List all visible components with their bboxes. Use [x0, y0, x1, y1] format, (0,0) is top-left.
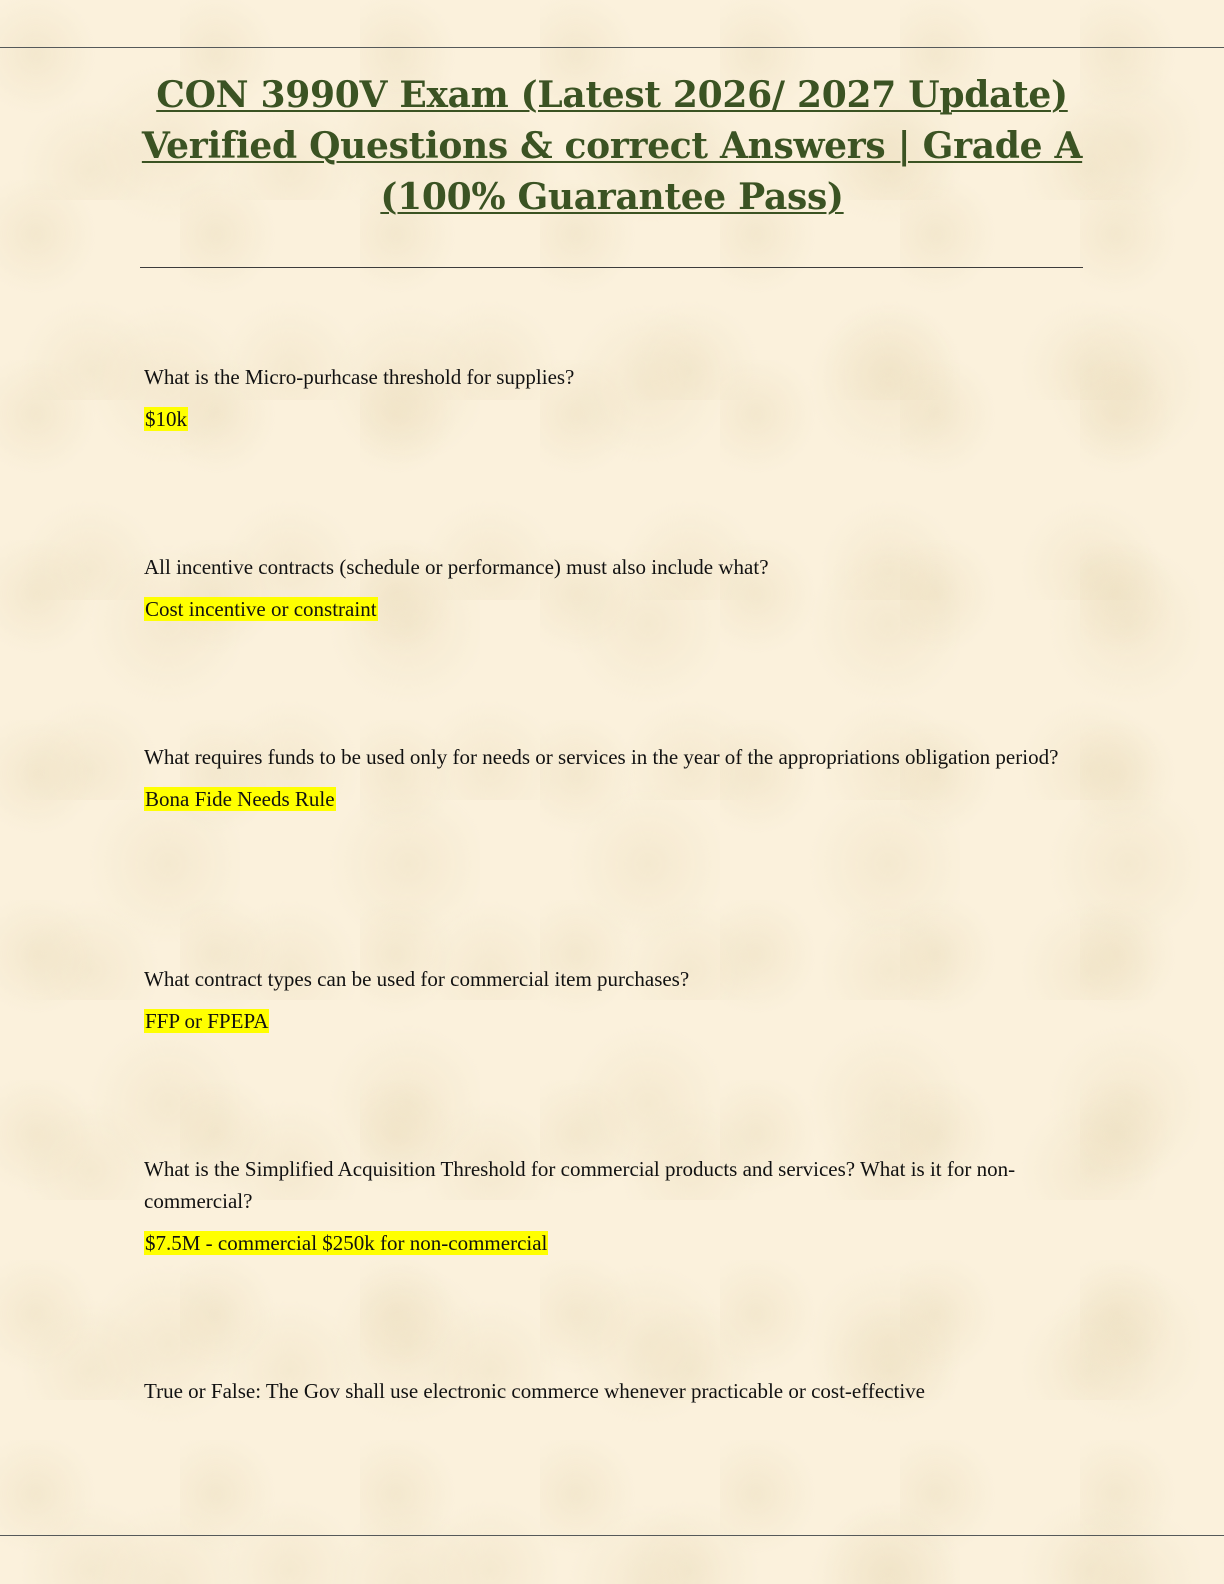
answer-highlight: FFP or FPEPA [145, 1009, 269, 1033]
question-text: What contract types can be used for commercial item purchases? [144, 967, 690, 991]
question-text: True or False: The Gov shall use electronic commerce whenever practicable or cost-effective [144, 1379, 925, 1403]
answer-highlight: Bona Fide Needs Rule [145, 787, 335, 811]
answer-highlight: $7.5M - commercial $250k for non-commercial [145, 1231, 548, 1255]
qa-item [144, 1153, 1064, 1256]
qa-item [144, 963, 1064, 1034]
question-text: What is the Micro-purhcase threshold for supplies? [144, 365, 575, 389]
answer-highlight: Cost incentive or constraint [145, 597, 377, 621]
title-divider [140, 267, 1083, 268]
answer-text [144, 1230, 1064, 1256]
answer-text [144, 1008, 1064, 1034]
page-top-rule [0, 47, 1224, 48]
document-title: CON 3990V Exam (Latest 2026/ 2027 Update) Verified Questions & correct Answers | Grade A (100% Guarantee Pass) [141, 74, 1083, 218]
qa-item [144, 741, 1064, 812]
question-text: All incentive contracts (schedule or performance) must also include what? [144, 555, 769, 579]
qa-item [144, 551, 1064, 622]
answer-text [144, 596, 1064, 622]
question-text: What requires funds to be used only for needs or services in the year of the appropriations obligation period? [144, 745, 1059, 769]
page-bottom-rule [0, 1535, 1224, 1536]
qa-item [144, 361, 1064, 432]
answer-text [144, 406, 1064, 432]
qa-item [144, 1375, 1064, 1407]
question-text: What is the Simplified Acquisition Threshold for commercial products and services? What is it for non-commercial? [144, 1157, 1016, 1213]
answer-text [144, 786, 1064, 812]
answer-highlight: $10k [145, 407, 187, 431]
